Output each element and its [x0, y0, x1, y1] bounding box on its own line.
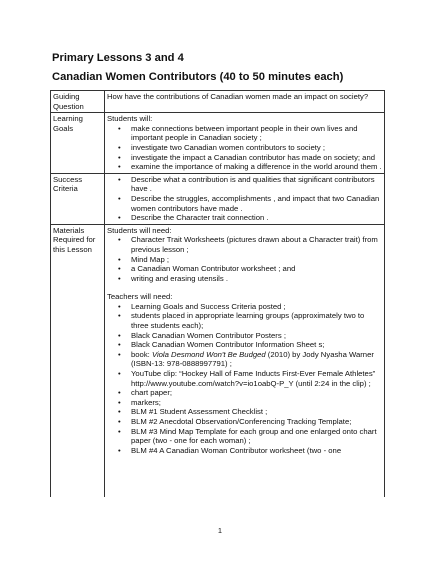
lesson-plan-table: [50, 90, 385, 497]
list-item: • make connections between important people in their own lives and important people in Canadian society ;: [131, 124, 382, 143]
list-item: • BLM #1 Student Assessment Checklist ;: [131, 407, 382, 417]
list-item: • markers;: [131, 398, 382, 408]
book-title: Viola Desmond Won't Be Budged: [151, 349, 266, 359]
list-item: • Black Canadian Women Contributor Information Sheet s;: [131, 340, 382, 350]
row-label: Materials Required for this Lesson: [51, 224, 105, 497]
list-item: • a Canadian Woman Contributor worksheet ; and: [131, 264, 382, 274]
book-list-item: [131, 350, 382, 369]
success-criteria-list: [107, 175, 382, 223]
row-learning-goals: [51, 113, 385, 174]
list-item: • investigate two Canadian women contributors to society ;: [131, 143, 382, 153]
teachers-need-intro: Teachers will need:: [107, 292, 173, 302]
book-prefix: book:: [131, 349, 152, 359]
row-guiding-question: [51, 91, 385, 113]
lesson-subheading: Canadian Women Contributors (40 to 50 minutes each): [52, 71, 344, 83]
learning-goals-cell: [105, 113, 385, 174]
list-item: • Black Canadian Women Contributor Posters ;: [131, 331, 382, 341]
list-item: • BLM #2 Anecdotal Observation/Conferencing Tracking Template;: [131, 417, 382, 427]
list-item: • chart paper;: [131, 388, 382, 398]
page-number: 1: [217, 526, 223, 535]
list-item: • YouTube clip: “Hockey Hall of Fame Inducts First-Ever Female Athletes” http://www.youtube.com/watch?v=io1oabQ-P_Y (until 2:24 in the clip) ;: [131, 369, 382, 388]
list-item: • BLM #3 Mind Map Template for each group and one enlarged onto chart paper (two - one for each woman) ;: [131, 427, 382, 446]
row-label: Guiding Question: [51, 91, 105, 113]
book-details: (2010) by Jody Nyasha Warner (ISBN-13: 978-0888997791) ;: [131, 349, 374, 369]
row-materials: [51, 224, 385, 497]
list-item: • Character Trait Worksheets (pictures drawn about a Character trait) from previous lesson ;: [131, 235, 382, 254]
lesson-heading: Primary Lessons 3 and 4: [52, 52, 184, 64]
learning-goals-intro: Students will:: [107, 114, 153, 124]
list-item: • Learning Goals and Success Criteria posted ;: [131, 302, 382, 312]
list-item: • examine the importance of making a difference in the world around them .: [131, 162, 382, 172]
success-criteria-cell: [105, 173, 385, 224]
row-success-criteria: [51, 173, 385, 224]
materials-cell: [105, 224, 385, 497]
guiding-question-text: How have the contributions of Canadian women made an impact on society?: [105, 91, 385, 113]
list-item: • writing and erasing utensils .: [131, 274, 382, 284]
students-need-list: [107, 235, 382, 283]
row-label: Learning Goals: [51, 113, 105, 174]
list-item: • Describe the Character trait connection .: [131, 213, 382, 223]
teachers-need-list: [107, 302, 382, 456]
row-label: Success Criteria: [51, 173, 105, 224]
list-item: • Mind Map ;: [131, 255, 382, 265]
list-item: • Describe what a contribution is and qualities that significant contributors have .: [131, 175, 382, 194]
list-item: • students placed in appropriate learning groups (approximately two to three students each);: [131, 311, 382, 330]
students-need-intro: Students will need:: [107, 225, 172, 235]
learning-goals-list: [107, 124, 382, 172]
list-item: • BLM #4 A Canadian Woman Contributor worksheet (two - one: [131, 446, 382, 456]
list-item: • Describe the struggles, accomplishments , and impact that two Canadian women contributors have made .: [131, 194, 382, 213]
list-item: • investigate the impact a Canadian contributor has made on society; and: [131, 153, 382, 163]
